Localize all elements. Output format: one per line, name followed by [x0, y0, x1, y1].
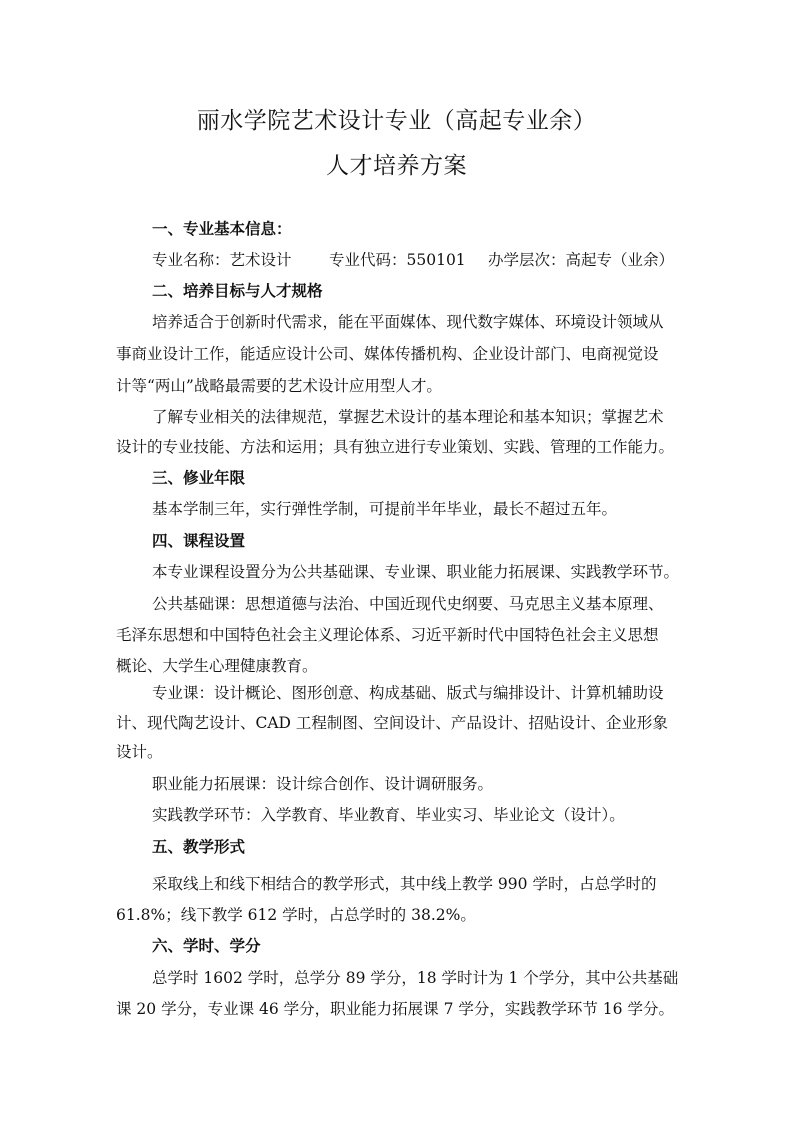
document-title: 丽水学院艺术设计专业（高起专业余） [196, 108, 597, 134]
paragraph-line: 计等“两山”战略最需要的艺术设计应用型人才。 [116, 377, 442, 395]
document-subtitle: 人才培养方案 [326, 153, 467, 179]
paragraph-line: 实践教学环节：入学教育、毕业教育、毕业实习、毕业论文（设计）。 [152, 806, 625, 824]
paragraph-line: 毛泽东思想和中国特色社会主义理论体系、习近平新时代中国特色社会主义思想 [116, 626, 659, 644]
paragraph-line: 61.8%；线下教学 612 学时，占总学时的 38.2%。 [116, 906, 476, 924]
section-heading-hours-credits: 六、学时、学分 [152, 937, 261, 955]
paragraph-line: 总学时 1602 学时，总学分 89 学分，18 学时计为 1 个学分，其中公共基础 [152, 969, 679, 987]
major-code: 专业代码：550101 [329, 251, 466, 269]
section-heading-curriculum: 四、课程设置 [152, 532, 246, 550]
paragraph-line: 专业课：设计概论、图形创意、构成基础、版式与编排设计、计算机辅助设 [152, 684, 664, 702]
paragraph-line: 概论、大学生心理健康教育。 [116, 657, 318, 675]
paragraph-line: 设计的专业技能、方法和运用；具有独立进行专业策划、实践、管理的工作能力。 [116, 438, 675, 456]
paragraph-line: 了解专业相关的法律规范，掌握艺术设计的基本理论和基本知识；掌握艺术 [152, 408, 664, 426]
paragraph-line: 基本学制三年，实行弹性学制，可提前半年毕业，最长不超过五年。 [152, 500, 618, 518]
education-level: 办学层次：高起专（业余） [488, 251, 675, 269]
paragraph-line: 计、现代陶艺设计、CAD 工程制图、空间设计、产品设计、招贴设计、企业形象 [116, 714, 668, 732]
section-heading-teaching-form: 五、教学形式 [152, 838, 246, 856]
section-heading-duration: 三、修业年限 [152, 469, 246, 487]
paragraph-line: 本专业课程设置分为公共基础课、专业课、职业能力拓展课、实践教学环节。 [152, 563, 680, 581]
paragraph-line: 设计。 [116, 743, 163, 761]
section-heading-basic-info: 一、专业基本信息： [152, 220, 292, 238]
paragraph-line: 事商业设计工作，能适应设计公司、媒体传播机构、企业设计部门、电商视觉设 [116, 345, 659, 363]
major-name: 专业名称：艺术设计 [152, 251, 292, 269]
paragraph-line: 公共基础课：思想道德与法治、中国近现代史纲要、马克思主义基本原理、 [152, 595, 664, 613]
section-heading-objectives: 二、培养目标与人才规格 [152, 282, 323, 300]
paragraph-line: 职业能力拓展课：设计综合创作、设计调研服务。 [152, 775, 494, 793]
paragraph-line: 课 20 学分，专业课 46 学分，职业能力拓展课 7 学分，实践教学环节 16 学分。 [116, 1000, 674, 1018]
paragraph-line: 采取线上和线下相结合的教学形式，其中线上教学 990 学时，占总学时的 [152, 875, 657, 893]
paragraph-line: 培养适合于创新时代需求，能在平面媒体、现代数字媒体、环境设计领域从 [152, 313, 664, 331]
